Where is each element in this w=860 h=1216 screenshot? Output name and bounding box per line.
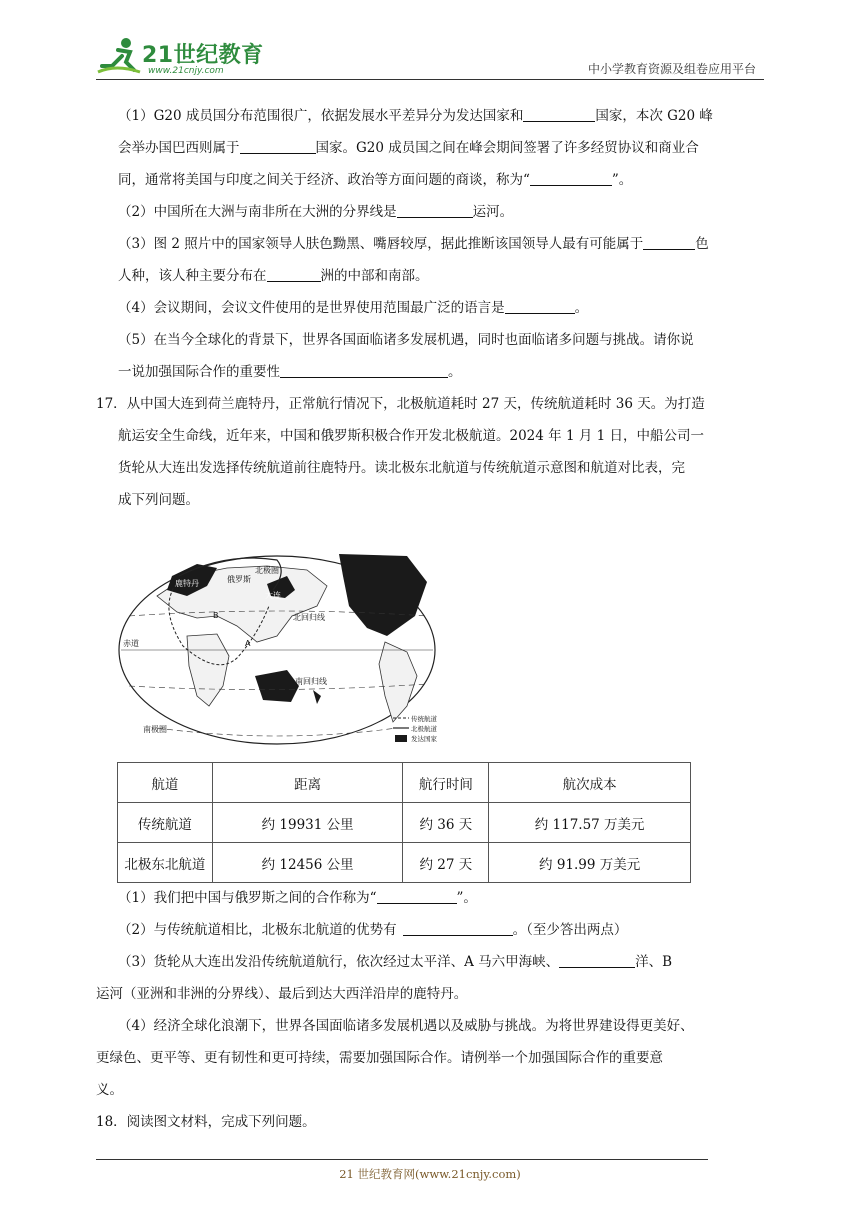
table-header-cell: 距离 — [212, 763, 403, 803]
table-cell: 约 19931 公里 — [212, 803, 403, 843]
shipping-route-map — [117, 546, 447, 752]
logo-text: 21世纪教育 — [142, 43, 264, 68]
answer-blank[interactable] — [397, 203, 473, 218]
answer-blank[interactable] — [523, 107, 595, 122]
question-number: 18． — [96, 1114, 127, 1130]
label-dalian: 大连 — [265, 591, 281, 600]
q17-part2: （2）与传统航道相比，北极东北航道的优势有 。（至少答出两点） — [118, 922, 628, 938]
label-antarctic: 南极圈 — [143, 725, 167, 734]
label-a: A — [245, 639, 251, 648]
answer-blank[interactable] — [267, 267, 321, 282]
label-tropic-north: 北回归线 — [293, 613, 325, 622]
answer-blank[interactable] — [280, 363, 448, 378]
table-header-cell: 航道 — [118, 763, 213, 803]
q16-part3: （3）图 2 照片中的国家领导人肤色黝黑、嘴唇较厚，据此推断该国领导人最有可能属于 色 人种，该人种主要分布在 洲的中部和南部。 — [118, 236, 709, 284]
label-equator: 赤道 — [123, 639, 139, 648]
table-header-cell: 航次成本 — [489, 763, 691, 803]
label-russia: 俄罗斯 — [227, 575, 251, 584]
legend-developed-label: 发达国家 — [411, 735, 437, 743]
footer-text: 21 世纪教育网(www.21cnjy.com) — [339, 1167, 521, 1181]
label-rotterdam: 鹿特丹 — [175, 579, 199, 588]
table-cell: 约 117.57 万美元 — [489, 803, 691, 843]
q17-part4: （4）经济全球化浪潮下，世界各国面临诸多发展机遇以及威胁与挑战。为将世界建设得更美好、 更绿色、更平等、更有韧性和更可持续，需要加强国际合作。请例举一个加强国际合作的重要意 义。 — [96, 1018, 694, 1098]
route-comparison-table — [117, 762, 691, 883]
answer-blank[interactable] — [643, 235, 695, 250]
table-cell: 约 36 天 — [403, 803, 489, 843]
q17-part1: （1）我们把中国与俄罗斯之间的合作称为“ ”。 — [118, 890, 477, 906]
footer-divider — [96, 1159, 708, 1160]
answer-blank[interactable] — [240, 139, 316, 154]
q17-stem: 17．从中国大连到荷兰鹿特丹，正常航行情况下，北极航道耗时 27 天，传统航道耗时 36 天。为打造 航运安全生命线，近年来，中国和俄罗斯积极合作开发北极航道。2024 年 1 月 1 日，中船公司一 货轮从大连出发选择传统航道前往鹿特丹。读北极东北航道与传统航道示意图和航道对比表，完 成下列问题。 — [96, 396, 705, 508]
question-content — [96, 100, 762, 516]
logo-url: www.21cnjy.com — [148, 66, 224, 76]
table-cell: 传统航道 — [118, 803, 213, 843]
table-cell: 约 27 天 — [403, 843, 489, 883]
world-map-figure — [117, 546, 447, 752]
table-header-row — [118, 763, 691, 803]
q16-part2: （2）中国所在大洲与南非所在大洲的分界线是 运河。 — [118, 204, 514, 220]
question-number: 17． — [96, 396, 127, 412]
answer-blank[interactable] — [559, 953, 635, 968]
answer-blank[interactable] — [530, 171, 612, 186]
table-cell: 北极东北航道 — [118, 843, 213, 883]
q16-part5: （5）在当今全球化的背景下，世界各国面临诸多发展机遇，同时也面临诸多问题与挑战。请你说 一说加强国际合作的重要性 。 — [118, 332, 694, 380]
legend-traditional-label: 传统航道 — [411, 715, 437, 723]
table-row — [118, 803, 691, 843]
table-cell: 约 91.99 万美元 — [489, 843, 691, 883]
platform-name: 中小学教育资源及组卷应用平台 — [587, 62, 756, 76]
q16-part4: （4）会议期间，会议文件使用的是世界使用范围最广泛的语言是 。 — [118, 300, 589, 316]
legend-developed-swatch — [395, 735, 407, 742]
label-tropic-south: 南回归线 — [295, 677, 327, 686]
page-header — [96, 30, 764, 80]
legend-arctic-label: 北极航道 — [411, 725, 437, 733]
q16-part1: （1）G20 成员国分布范围很广，依据发展水平差异分为发达国家和 国家，本次 G20 峰 会举办国巴西则属于 国家。G20 成员国之间在峰会期间签署了许多经贸协议和商业合 同，通常将美国与印度之间关于经济、政治等方面问题的商谈，称为“ ”。 — [118, 108, 713, 188]
answer-blank[interactable] — [505, 299, 575, 314]
runner-logo-icon — [96, 36, 142, 76]
q17-part3: （3）货轮从大连出发沿传统航道航行，依次经过太平洋、A 马六甲海峡、 洋、B 运河（亚洲和非洲的分界线）、最后到达大西洋沿岸的鹿特丹。 — [96, 954, 673, 1002]
label-b: B — [213, 611, 219, 620]
table-cell: 约 12456 公里 — [212, 843, 403, 883]
answer-blank[interactable] — [403, 921, 513, 936]
label-arctic-circle: 北极圈 — [255, 566, 279, 575]
q18-stem: 18．阅读图文材料，完成下列问题。 — [96, 1114, 316, 1130]
header-divider — [96, 79, 764, 80]
table-header-cell: 航行时间 — [403, 763, 489, 803]
answer-blank[interactable] — [377, 889, 457, 904]
logo — [96, 36, 266, 76]
q17-subquestions — [96, 882, 762, 1138]
table-row — [118, 843, 691, 883]
